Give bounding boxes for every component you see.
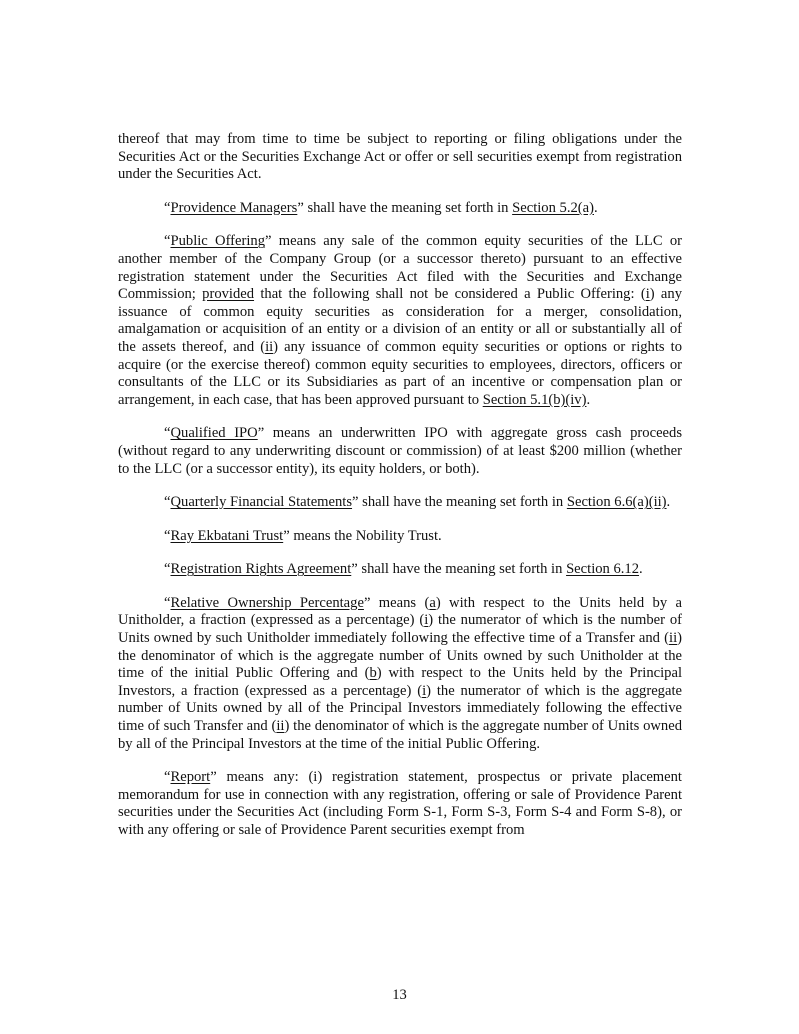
page-number: 13 xyxy=(392,987,407,1003)
definition-quarterly-financial-statements: “Quarterly Financial Statements” shall have the meaning set forth in Section 6.6(a)(ii). xyxy=(164,494,671,511)
defined-term: Ray Ekbatani Trust xyxy=(170,527,284,544)
definition-providence-managers: “Providence Managers” shall have the meaning set forth in Section 5.2(a). xyxy=(164,199,598,216)
clause-marker: i xyxy=(422,682,427,699)
definition-ray-ekbatani-trust: “Ray Ekbatani Trust” means the Nobility Trust. xyxy=(164,527,442,544)
clause-marker: ii xyxy=(276,718,285,735)
document-body xyxy=(118,131,682,856)
defined-term: Providence Managers xyxy=(170,199,298,216)
clause-marker: ii xyxy=(265,338,274,355)
defined-term: Registration Rights Agreement xyxy=(170,561,352,578)
paragraph-continuation: thereof that may from time to time be subject to reporting or filing obligations under the Securities Act or the Securities Exchange Act or offer or sell securities exempt from registration under the Securities Act. xyxy=(118,131,682,183)
defined-term: Qualified IPO xyxy=(170,425,258,442)
definition-report: “Report” means any: (i) registration statement, prospectus or private placement memorandum for use in connection with any registration, offering or sale of Providence Parent securities under the Securities Act (including Form S-1, Form S-3, Form S-4 and Form S-8), or with any offering or sale of Providence Parent securities exempt from xyxy=(118,769,682,838)
clause-marker: i xyxy=(424,612,429,629)
clause-marker: i xyxy=(645,286,650,303)
section-reference: Section 5.1(b)(iv) xyxy=(482,391,587,408)
section-reference: Section 6.12 xyxy=(566,561,640,578)
section-reference: Section 5.2(a) xyxy=(512,199,594,216)
definition-qualified-ipo: “Qualified IPO” means an underwritten IPO with aggregate gross cash proceeds (without regard to any underwriting discount or commission) of at least $200 million (whether to the LLC (or a successor entity), its equity holders, or both). xyxy=(118,425,682,477)
defined-term: Report xyxy=(170,769,211,786)
clause-marker: b xyxy=(369,665,377,682)
definition-registration-rights-agreement: “Registration Rights Agreement” shall have the meaning set forth in Section 6.12. xyxy=(164,561,643,578)
clause-marker: ii xyxy=(669,630,678,647)
clause-marker: a xyxy=(429,594,436,611)
proviso-term: provided xyxy=(202,286,255,303)
definition-relative-ownership-percentage: “Relative Ownership Percentage” means (a) with respect to the Units held by a Unitholder, a fraction (expressed as a percentage) (i) the numerator of which is the number of Units owned by such Unitholder immediately following the effective time of a Transfer and (ii) the denominator of which is the aggregate number of Units owned by such Unitholder at the time of the initial Public Offering and (b) with respect to the Units held by the Principal Investors, a fraction (expressed as a percentage) (i) the numerator of which is the aggregate number of Units owned by all of the Principal Investors immediately following the effective time of such Transfer and (ii) the denominator of which is the aggregate number of Units owned by all of the Principal Investors at the time of the initial Public Offering. xyxy=(118,594,683,752)
definition-public-offering: “Public Offering” means any sale of the common equity securities of the LLC or another member of the Company Group (or a successor thereto) pursuant to an effective registration statement under the Securities Act filed with the Securities and Exchange Commission; provided that the following shall not be considered a Public Offering: (i) any issuance of common equity securities as consideration for a merger, consolidation, amalgamation or acquisition of an entity or a division of an entity or all or substantially all of the assets thereof, and (ii) any issuance of common equity securities or options or rights to acquire (or the exercise thereof) common equity securities to employees, directors, officers or consultants of the LLC or its Subsidiaries as part of an incentive or compensation plan or arrangement, in each case, that has been approved pursuant to Section 5.1(b)(iv). xyxy=(118,233,683,408)
section-reference: Section 6.6(a)(ii) xyxy=(566,494,667,511)
defined-term: Public Offering xyxy=(170,233,266,250)
defined-term: Quarterly Financial Statements xyxy=(170,494,353,511)
defined-term: Relative Ownership Percentage xyxy=(170,594,364,611)
